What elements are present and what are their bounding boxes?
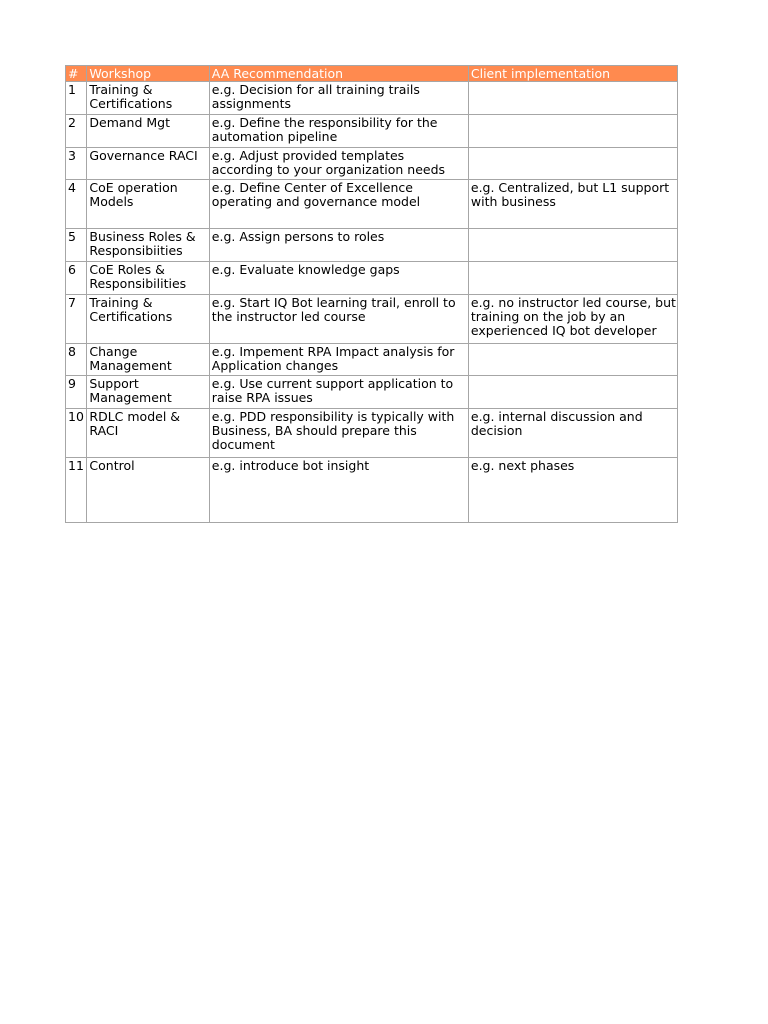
recommendation-cell: e.g. PDD responsibility is typically with Business, BA should prepare this document xyxy=(209,409,468,458)
row-number: 10 xyxy=(66,409,87,458)
header-number: # xyxy=(66,66,87,82)
row-number: 4 xyxy=(66,180,87,229)
row-number: 6 xyxy=(66,262,87,295)
client-implementation-cell: e.g. Centralized, but L1 support with business xyxy=(468,180,677,229)
recommendation-cell: e.g. Evaluate knowledge gaps xyxy=(209,262,468,295)
table-header-row xyxy=(66,66,678,82)
recommendation-cell: e.g. Define Center of Excellence operating and governance model xyxy=(209,180,468,229)
header-workshop: Workshop xyxy=(87,66,209,82)
table-row xyxy=(66,409,678,458)
row-number: 11 xyxy=(66,458,87,523)
workshop-table xyxy=(65,65,678,523)
table-row xyxy=(66,115,678,148)
client-implementation-cell xyxy=(468,262,677,295)
workshop-cell: Support Management xyxy=(87,376,209,409)
recommendation-cell: e.g. introduce bot insight xyxy=(209,458,468,523)
table-row xyxy=(66,295,678,344)
table-row xyxy=(66,82,678,115)
workshop-cell: Control xyxy=(87,458,209,523)
client-implementation-cell xyxy=(468,344,677,376)
workshop-cell: Governance RACI xyxy=(87,148,209,180)
client-implementation-cell: e.g. no instructor led course, but training on the job by an experienced IQ bot developer xyxy=(468,295,677,344)
row-number: 1 xyxy=(66,82,87,115)
workshop-cell: Training & Certifications xyxy=(87,295,209,344)
workshop-cell: Change Management xyxy=(87,344,209,376)
workshop-cell: RDLC model & RACI xyxy=(87,409,209,458)
workshop-cell: CoE Roles & Responsibilities xyxy=(87,262,209,295)
workshop-cell: Demand Mgt xyxy=(87,115,209,148)
client-implementation-cell xyxy=(468,115,677,148)
table-row xyxy=(66,458,678,523)
row-number: 5 xyxy=(66,229,87,262)
header-aa-recommendation: AA Recommendation xyxy=(209,66,468,82)
table-row xyxy=(66,229,678,262)
client-implementation-cell xyxy=(468,229,677,262)
recommendation-cell: e.g. Assign persons to roles xyxy=(209,229,468,262)
row-number: 3 xyxy=(66,148,87,180)
row-number: 2 xyxy=(66,115,87,148)
row-number: 7 xyxy=(66,295,87,344)
client-implementation-cell xyxy=(468,376,677,409)
recommendation-cell: e.g. Define the responsibility for the automation pipeline xyxy=(209,115,468,148)
row-number: 9 xyxy=(66,376,87,409)
recommendation-cell: e.g. Impement RPA Impact analysis for Application changes xyxy=(209,344,468,376)
client-implementation-cell xyxy=(468,82,677,115)
client-implementation-cell: e.g. next phases xyxy=(468,458,677,523)
table-row xyxy=(66,376,678,409)
client-implementation-cell: e.g. internal discussion and decision xyxy=(468,409,677,458)
table-row xyxy=(66,262,678,295)
recommendation-cell: e.g. Use current support application to raise RPA issues xyxy=(209,376,468,409)
table-row xyxy=(66,180,678,229)
recommendation-cell: e.g. Decision for all training trails assignments xyxy=(209,82,468,115)
recommendation-cell: e.g. Start IQ Bot learning trail, enroll to the instructor led course xyxy=(209,295,468,344)
table-row xyxy=(66,148,678,180)
client-implementation-cell xyxy=(468,148,677,180)
workshop-cell: Business Roles & Responsibiities xyxy=(87,229,209,262)
workshop-cell: CoE operation Models xyxy=(87,180,209,229)
header-client-implementation: Client implementation xyxy=(468,66,677,82)
table-row xyxy=(66,344,678,376)
recommendation-cell: e.g. Adjust provided templates according to your organization needs xyxy=(209,148,468,180)
workshop-cell: Training & Certifications xyxy=(87,82,209,115)
row-number: 8 xyxy=(66,344,87,376)
